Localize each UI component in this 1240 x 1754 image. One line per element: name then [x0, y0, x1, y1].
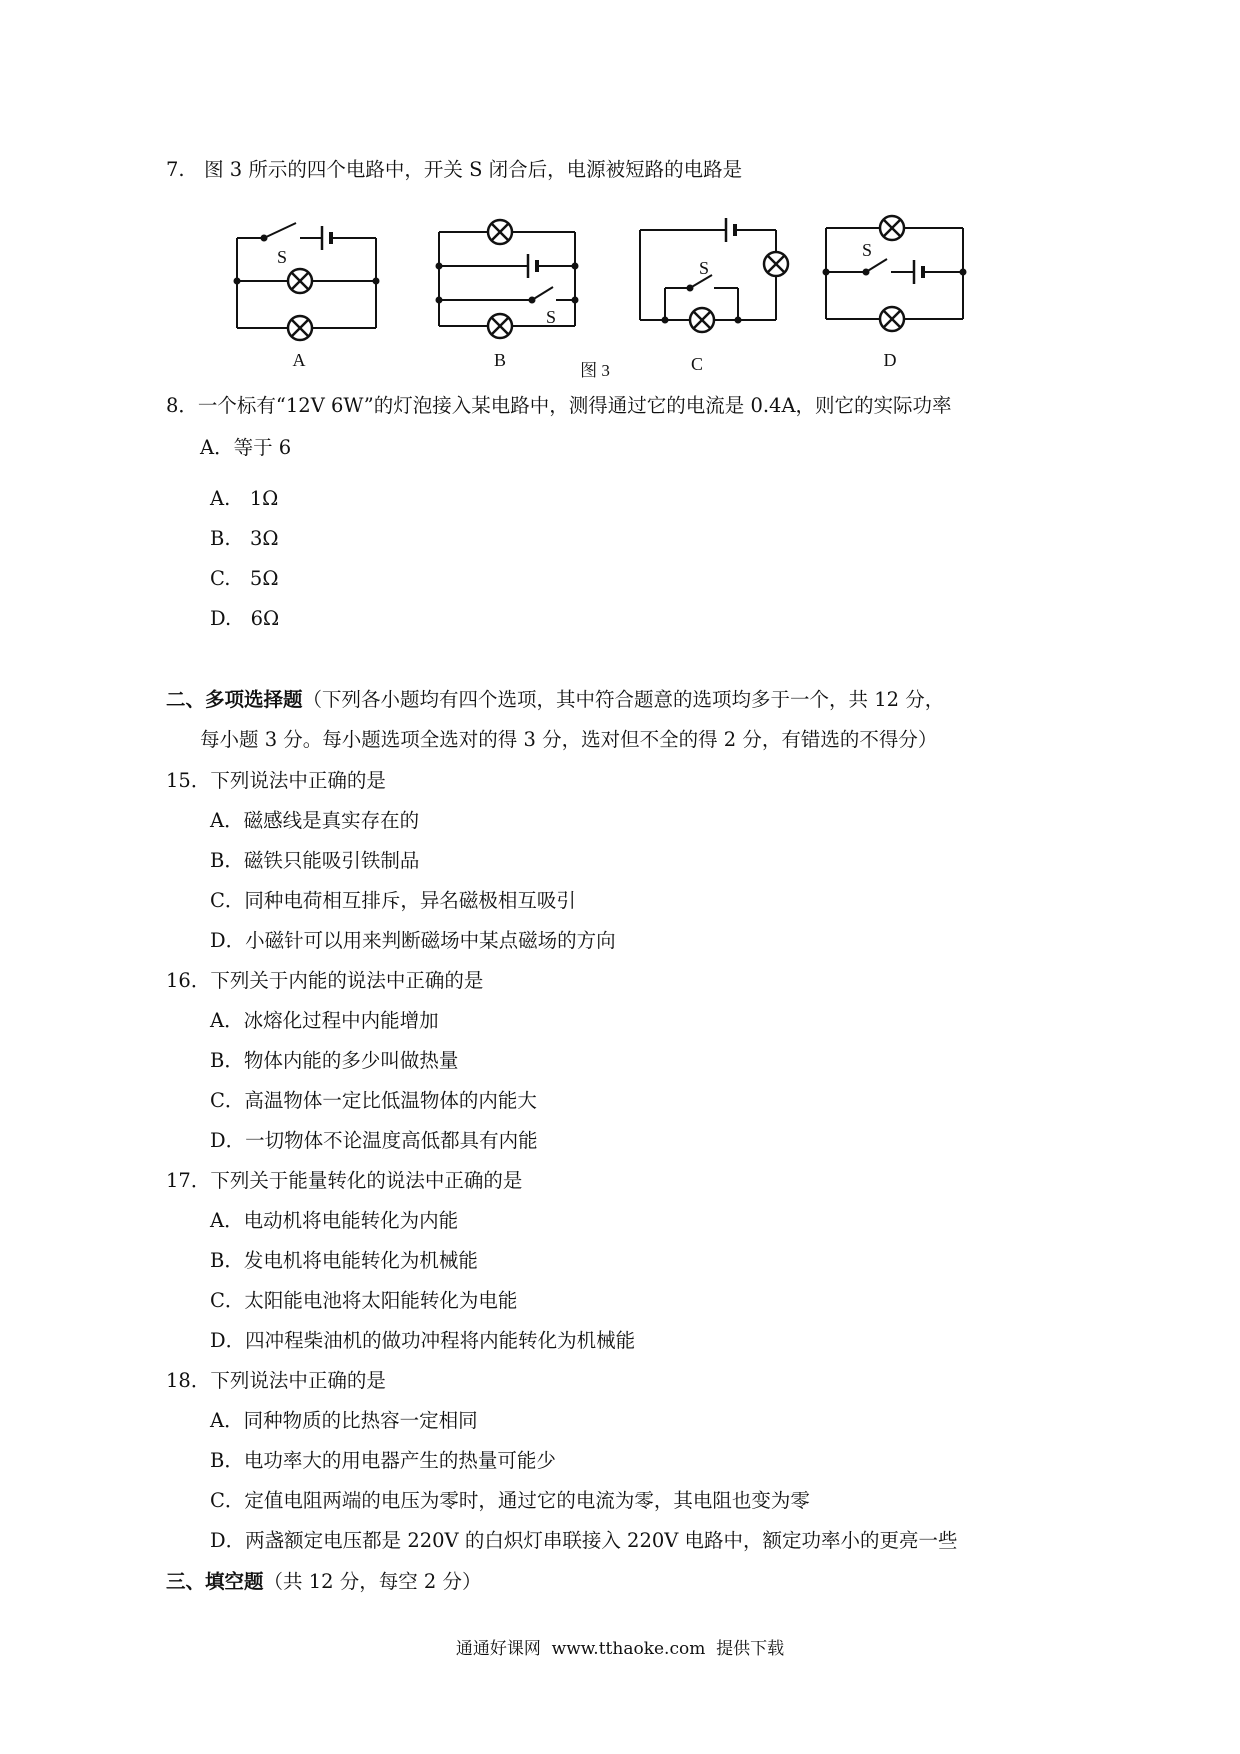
circuit-b	[437, 220, 578, 338]
question-8-option: D. 6Ω	[210, 607, 280, 630]
question-option: B．电功率大的用电器产生的热量可能少	[210, 1449, 556, 1472]
section-3-heading: 三、填空题	[166, 1570, 264, 1593]
question-option: A．冰熔化过程中内能增加	[210, 1009, 439, 1032]
circuit-a	[235, 223, 379, 340]
question-8-text: 8．一个标有“12V 6W”的灯泡接入某电路中，测得通过它的电流是 0.4A，则它的实际功率	[166, 394, 952, 417]
question-option: A．同种物质的比热容一定相同	[210, 1409, 478, 1432]
section-2-description: （下列各小题均有四个选项，其中符合题意的选项均多于一个，共 12 分，	[302, 688, 945, 711]
section-2-header	[166, 690, 944, 710]
question-option: B．物体内能的多少叫做热量	[210, 1049, 459, 1072]
circuit-label-a: A	[292, 350, 306, 370]
circuit-label-b: B	[493, 350, 507, 370]
question-option: B．发电机将电能转化为机械能	[210, 1249, 478, 1272]
question-option: C．定值电阻两端的电压为零时，通过它的电流为零，其电阻也变为零	[210, 1489, 810, 1512]
question-option: C．太阳能电池将太阳能转化为电能	[210, 1289, 518, 1312]
section-3-header	[166, 1572, 482, 1592]
question-stem: 17．下列关于能量转化的说法中正确的是	[166, 1169, 523, 1192]
question-8-option: A. 1Ω	[210, 487, 279, 510]
switch-label-b: S	[546, 307, 557, 327]
circuit-label-c: C	[690, 354, 704, 374]
section-3-description: （共 12 分，每空 2 分）	[263, 1570, 482, 1593]
switch-label-d: S	[862, 240, 873, 260]
section-2-heading: 二、多项选择题	[166, 688, 303, 711]
question-option: A．电动机将电能转化为内能	[210, 1209, 459, 1232]
circuit-d	[824, 216, 966, 331]
circuit-label-d: D	[883, 350, 897, 370]
question-option: D．两盏额定电压都是 220V 的白炽灯串联接入 220V 电路中，额定功率小的更亮一些	[210, 1529, 958, 1552]
question-option: B．磁铁只能吸引铁制品	[210, 849, 420, 872]
figure-caption: 图 3	[580, 361, 610, 380]
question-8-option: B. 3Ω	[210, 527, 279, 550]
circuit-c	[640, 218, 788, 332]
question-option: D．四冲程柴油机的做功冲程将内能转化为机械能	[210, 1329, 636, 1352]
question-stem: 15．下列说法中正确的是	[166, 769, 386, 792]
figure-3-circuits	[0, 190, 1240, 590]
question-option: D．小磁针可以用来判断磁场中某点磁场的方向	[210, 929, 616, 952]
switch-label-a: S	[277, 247, 288, 267]
page-footer: 通通好课网 www.tthaoke.com 提供下载	[455, 1639, 785, 1659]
switch-label-c: S	[699, 258, 710, 278]
question-option: D．一切物体不论温度高低都具有内能	[210, 1129, 538, 1152]
question-8-option-a: A．等于 6	[200, 436, 292, 459]
question-8-option: C. 5Ω	[210, 567, 279, 590]
question-option: A．磁感线是真实存在的	[210, 809, 420, 832]
section-2-description-line2: 每小题 3 分。每小题选项全选对的得 3 分，选对但不全的得 2 分，有错选的不得分）	[200, 728, 938, 751]
question-option: C．同种电荷相互排斥，异名磁极相互吸引	[210, 889, 576, 912]
question-stem: 16．下列关于内能的说法中正确的是	[166, 969, 484, 992]
question-stem: 18．下列说法中正确的是	[166, 1369, 386, 1392]
question-option: C．高温物体一定比低温物体的内能大	[210, 1089, 537, 1112]
question-7-text: 7. 图 3 所示的四个电路中，开关 S 闭合后，电源被短路的电路是	[166, 158, 743, 181]
